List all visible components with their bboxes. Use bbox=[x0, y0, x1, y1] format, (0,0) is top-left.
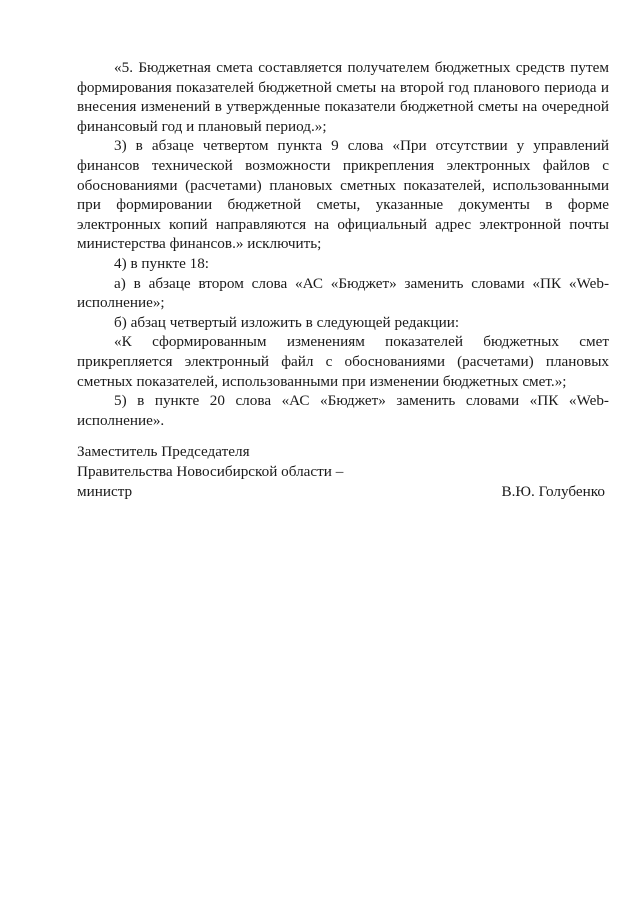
signature-line bbox=[77, 482, 605, 502]
paragraph-item-3: 3) в абзаце четвертом пункта 9 слова «При отсутствии у управлений финансов технической возможности прикрепления электронных файлов с обоснованиями (расчетами) плановых сметных показателей, использованными при формировании бюджетной сметы, указанные документы в форме электронных копий направляются на официальный адрес электронной почты министерства финансов.» исключить; bbox=[77, 137, 609, 253]
signature-block bbox=[77, 442, 605, 502]
paragraph-item-4: 4) в пункте 18: bbox=[114, 254, 210, 272]
signature-position-line-1: Заместитель Председателя bbox=[77, 443, 250, 460]
paragraph-item-5-text: «5. Бюджетная смета составляется получателем бюджетных средств путем формирования показателей бюджетной сметы на второй год планового периода и внесения изменений в утвержденные показатели бюджетной сметы на очередной финансовый год и плановый период.»; bbox=[77, 59, 609, 135]
document-body bbox=[77, 58, 609, 430]
paragraph-item-4a: а) в абзаце втором слова «АС «Бюджет» заменить словами «ПК «Web-исполнение»; bbox=[77, 274, 609, 312]
signatory-name: В.Ю. Голубенко bbox=[501, 483, 605, 500]
paragraph-item-4b-text: «К сформированным изменениям показателей бюджетных смет прикрепляется электронный файл с обоснованиями (расчетами) плановых сметных показателей, использованными при изменении бюджетных смет.»; bbox=[77, 333, 609, 390]
signature-position-line-3: министр bbox=[77, 483, 133, 500]
signature-position-line-2: Правительства Новосибирской области – bbox=[77, 463, 344, 480]
paragraph-item-4b: б) абзац четвертый изложить в следующей редакции: bbox=[114, 313, 460, 331]
paragraph-item-5: 5) в пункте 20 слова «АС «Бюджет» заменить словами «ПК «Web-исполнение». bbox=[77, 392, 609, 429]
